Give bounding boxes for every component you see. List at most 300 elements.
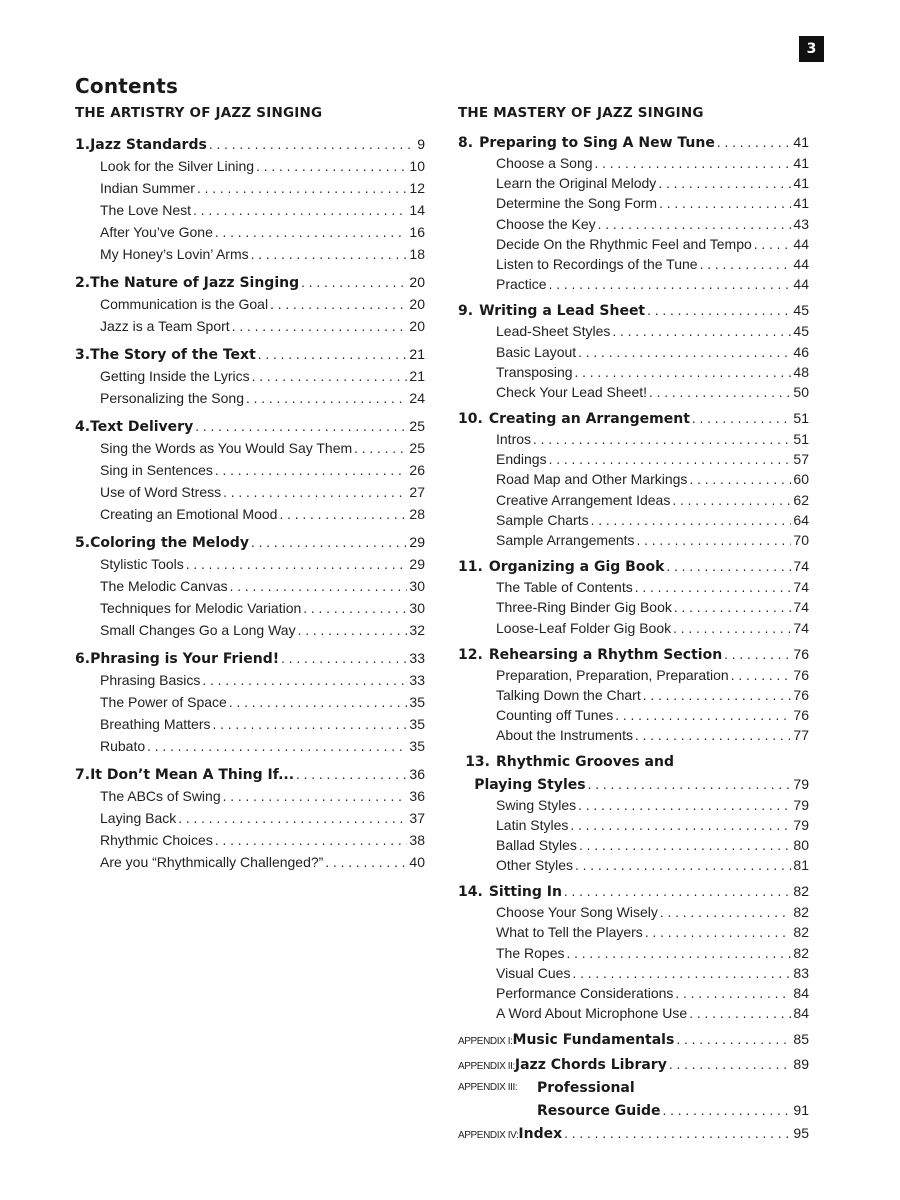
chapter-page-number: 20 (409, 274, 425, 290)
dot-leader (658, 174, 791, 194)
dot-leader (578, 796, 791, 816)
dot-leader (270, 294, 407, 316)
entry-title: Latin Styles (496, 816, 569, 833)
dot-leader (202, 670, 407, 692)
dot-leader (533, 430, 791, 450)
entry-page-number: 79 (793, 796, 809, 813)
chapter-number: 2. (75, 275, 91, 291)
chapter-entry (458, 751, 809, 876)
toc-entry[interactable] (75, 293, 425, 315)
dot-leader (229, 692, 408, 714)
toc-entry[interactable] (458, 685, 809, 705)
toc-entry[interactable] (458, 922, 809, 942)
entry-page-number: 76 (793, 666, 809, 683)
entry-title: Look for the Silver Lining (100, 158, 255, 174)
entry-title: A Word About Microphone Use (496, 1005, 688, 1022)
part-heading: THE ARTISTRY OF JAZZ SINGING (75, 105, 323, 121)
entry-title: Jazz is a Team Sport (100, 318, 230, 334)
chapter-page-number: 79 (793, 775, 809, 792)
entry-title: Talking Down the Chart (496, 686, 641, 703)
entry-page-number: 76 (793, 686, 809, 703)
dot-leader (213, 714, 408, 736)
toc-entry[interactable] (458, 362, 809, 382)
dot-leader (223, 482, 407, 504)
toc-entry[interactable] (458, 469, 809, 489)
dot-leader (246, 388, 407, 410)
chapter-number: 11. (458, 559, 483, 576)
entry-title: Stylistic Tools (100, 556, 184, 572)
dot-leader (303, 598, 407, 620)
entry-title: Transposing (496, 363, 573, 380)
dot-leader (195, 416, 407, 438)
dot-leader (673, 619, 791, 639)
entry-title: Rubato (100, 738, 146, 754)
entry-title: Swing Styles (496, 796, 577, 813)
appendix-page-number: 91 (793, 1102, 809, 1119)
dot-leader (700, 255, 792, 275)
dot-leader (186, 554, 408, 576)
chapter-entry (75, 763, 425, 873)
entry-page-number: 79 (793, 816, 809, 833)
toc-entry[interactable] (75, 619, 425, 641)
entry-title: Are you “Rhythmically Challenged?” (100, 854, 324, 870)
toc-entry[interactable] (75, 155, 425, 177)
chapter-page-number: 41 (793, 134, 809, 150)
entry-page-number: 35 (409, 694, 425, 710)
toc-entry[interactable] (75, 481, 425, 503)
dot-leader (689, 470, 791, 490)
dot-leader (325, 852, 407, 874)
chapter-entry (75, 531, 425, 641)
dot-leader (675, 984, 791, 1004)
chapter-heading[interactable] (75, 647, 425, 669)
entry-page-number: 40 (409, 854, 425, 870)
entry-title: Laying Back (100, 810, 177, 826)
chapter-heading[interactable] (75, 531, 425, 553)
toc-entry[interactable] (75, 459, 425, 481)
chapter-number: 6. (75, 651, 91, 667)
toc-entry[interactable] (75, 735, 425, 757)
entry-page-number: 37 (409, 810, 425, 826)
entry-page-number: 16 (409, 224, 425, 240)
toc-entry[interactable] (458, 577, 809, 597)
entry-page-number: 33 (409, 672, 425, 688)
toc-entry[interactable] (75, 575, 425, 597)
entry-title: Choose the Key (496, 215, 596, 232)
entry-page-number: 51 (793, 431, 809, 448)
entry-title: Performance Considerations (496, 985, 674, 1001)
entry-title: Road Map and Other Markings (496, 471, 688, 488)
entry-page-number: 84 (793, 985, 809, 1001)
chapter-title: Writing a Lead Sheet (479, 303, 646, 320)
dot-leader (549, 275, 792, 295)
appendix-title: Professional (537, 1080, 635, 1097)
entry-page-number: 29 (409, 556, 425, 572)
toc-entry[interactable] (458, 234, 809, 254)
chapter-heading[interactable] (75, 415, 425, 437)
toc-entry[interactable] (458, 855, 809, 875)
entry-page-number: 60 (793, 471, 809, 488)
dot-leader (637, 531, 792, 551)
entry-title: Practice (496, 276, 547, 293)
dot-leader (575, 856, 791, 876)
toc-column-artistry (75, 103, 425, 873)
entry-title: Sample Arrangements (496, 532, 635, 548)
chapter-page-number: 76 (793, 645, 809, 662)
toc-entry[interactable] (75, 177, 425, 199)
appendix-entry[interactable] (458, 1027, 809, 1052)
entry-title: Breathing Matters (100, 716, 211, 732)
toc-entry[interactable] (75, 387, 425, 409)
entry-title: Choose Your Song Wisely (496, 904, 658, 921)
chapter-heading[interactable] (458, 751, 809, 773)
toc-entry[interactable] (75, 829, 425, 851)
entry-title: The ABCs of Swing (100, 788, 221, 804)
toc-entry[interactable] (458, 382, 809, 402)
chapter-heading[interactable] (458, 299, 809, 321)
dot-leader (635, 578, 792, 598)
entry-title: Sing in Sentences (100, 462, 213, 478)
chapter-heading[interactable] (458, 407, 809, 429)
dot-leader (147, 736, 407, 758)
toc-entry[interactable] (75, 437, 425, 459)
toc-entry[interactable] (75, 713, 425, 735)
entry-title: Loose-Leaf Folder Gig Book (496, 619, 672, 636)
toc-entry[interactable] (75, 553, 425, 575)
toc-entry[interactable] (458, 490, 809, 510)
entry-page-number: 50 (793, 383, 809, 400)
dot-leader (251, 244, 408, 266)
entry-page-number: 62 (793, 491, 809, 508)
chapter-title: Creating an Arrangement (488, 411, 690, 428)
toc-entry[interactable] (458, 815, 809, 835)
entry-page-number: 48 (793, 363, 809, 380)
entry-title: Choose a Song (496, 155, 593, 171)
dot-leader (649, 383, 791, 403)
entry-page-number: 30 (409, 578, 425, 594)
chapter-number: 13. (465, 753, 490, 770)
toc-entry[interactable] (458, 795, 809, 815)
dot-leader (572, 964, 791, 984)
entry-page-number: 57 (793, 451, 809, 468)
dot-leader (193, 200, 407, 222)
entry-title: Techniques for Melodic Variation (100, 600, 302, 616)
toc-entry[interactable] (458, 835, 809, 855)
entry-title: The Ropes (496, 944, 565, 961)
dot-leader (566, 944, 791, 964)
entry-title: Getting Inside the Lyrics (100, 368, 250, 384)
chapter-entry (75, 271, 425, 337)
toc-entry[interactable] (75, 669, 425, 691)
entry-page-number: 44 (793, 235, 809, 252)
dot-leader (635, 726, 791, 746)
chapter-entry (75, 415, 425, 525)
dot-leader (549, 450, 792, 470)
entry-title: Personalizing the Song (100, 390, 244, 406)
chapter-number: 7. (75, 767, 91, 783)
chapter-entry (458, 643, 809, 746)
toc-entry[interactable] (75, 691, 425, 713)
dot-leader (575, 363, 792, 383)
dot-leader (645, 923, 792, 943)
dot-leader (659, 194, 791, 214)
chapter-title: Jazz Standards (90, 137, 207, 153)
dot-leader (666, 556, 791, 578)
toc-entry[interactable] (458, 429, 809, 449)
entry-page-number: 18 (409, 246, 425, 262)
dot-leader (215, 460, 408, 482)
toc-entry[interactable] (75, 365, 425, 387)
toc-entry[interactable] (458, 321, 809, 341)
entry-page-number: 74 (793, 619, 809, 636)
entry-page-number: 30 (409, 600, 425, 616)
chapter-page-number: 9 (417, 136, 425, 152)
entry-page-number: 77 (793, 727, 809, 744)
toc-entry[interactable] (75, 785, 425, 807)
appendix-heading (458, 1077, 809, 1099)
dot-leader (754, 235, 792, 255)
entry-title: Determine the Song Form (496, 195, 658, 212)
toc-entry[interactable] (458, 173, 809, 193)
appendix-title: Jazz Chords Library (514, 1057, 667, 1074)
chapter-heading[interactable] (75, 763, 425, 785)
entry-title: Check Your Lead Sheet! (496, 383, 648, 400)
entry-page-number: 41 (793, 155, 809, 171)
entry-title: What to Tell the Players (496, 924, 643, 941)
chapter-title: Playing Styles (474, 776, 586, 793)
chapter-entry (458, 299, 809, 402)
chapter-title: Text Delivery (90, 419, 194, 435)
chapter-number: 8. (458, 135, 474, 151)
entry-page-number: 74 (793, 599, 809, 616)
toc-entry[interactable] (458, 214, 809, 234)
dot-leader (612, 322, 791, 342)
entry-page-number: 21 (409, 368, 425, 384)
dot-leader (663, 1100, 792, 1122)
entry-title: The Power of Space (100, 694, 227, 710)
dot-leader (578, 343, 791, 363)
entry-title: Sing the Words as You Would Say Them (100, 440, 353, 456)
toc-entry[interactable] (458, 943, 809, 963)
toc-entry[interactable] (75, 503, 425, 525)
chapter-page-number: 51 (793, 410, 809, 427)
dot-leader (724, 644, 791, 666)
appendix-label: APPENDIX IV: (458, 1130, 519, 1142)
entry-page-number: 82 (793, 944, 809, 961)
dot-leader (251, 532, 407, 554)
dot-leader (676, 1028, 791, 1053)
dot-leader (672, 491, 791, 511)
chapter-number: 4. (75, 419, 91, 435)
entry-page-number: 41 (793, 175, 809, 192)
entry-title: Endings (496, 451, 547, 468)
toc-entry[interactable] (75, 199, 425, 221)
entry-page-number: 36 (409, 788, 425, 804)
entry-title: Decide On the Rhythmic Feel and Tempo (496, 235, 752, 252)
toc-entry[interactable] (458, 254, 809, 274)
chapter-page-number: 21 (409, 346, 425, 362)
dot-leader (256, 156, 407, 178)
appendix-page-number: 95 (793, 1125, 809, 1142)
toc-entry[interactable] (458, 705, 809, 725)
dot-leader (281, 648, 407, 670)
entry-title: After You’ve Gone (100, 224, 213, 240)
toc-entry[interactable] (75, 851, 425, 873)
toc-entry[interactable] (75, 221, 425, 243)
entry-page-number: 41 (793, 195, 809, 212)
toc-column-mastery (458, 103, 809, 1146)
entry-page-number: 38 (409, 832, 425, 848)
toc-entry[interactable] (458, 193, 809, 213)
entry-page-number: 44 (793, 276, 809, 293)
dot-leader (197, 178, 407, 200)
chapter-heading[interactable] (458, 880, 809, 902)
chapter-number: 1. (75, 137, 91, 153)
toc-entry[interactable] (75, 243, 425, 265)
dot-leader (223, 786, 408, 808)
entry-title: Learn the Original Melody (496, 175, 657, 192)
chapter-heading[interactable] (75, 271, 425, 293)
appendix-label: APPENDIX I: (458, 1036, 513, 1048)
entry-page-number: 70 (793, 532, 809, 548)
dot-leader (354, 438, 407, 460)
entry-page-number: 28 (409, 506, 425, 522)
entry-page-number: 82 (793, 924, 809, 941)
chapter-title: Coloring the Melody (90, 535, 249, 551)
entry-title: Lead-Sheet Styles (496, 323, 611, 340)
toc-entry[interactable] (458, 618, 809, 638)
appendix-heading-continued (458, 1099, 809, 1121)
toc-entry[interactable] (458, 1003, 809, 1023)
page-title: Contents (75, 74, 179, 98)
entry-page-number: 82 (793, 904, 809, 921)
chapter-title: Rehearsing a Rhythm Section (488, 646, 723, 663)
toc-entry[interactable] (458, 597, 809, 617)
appendix-entry[interactable] (458, 1052, 809, 1077)
toc-entry[interactable] (458, 725, 809, 745)
entry-title: About the Instruments (496, 727, 633, 744)
toc-entry[interactable] (458, 153, 809, 173)
chapter-heading-continued[interactable] (458, 773, 809, 795)
dot-leader (298, 620, 408, 642)
toc-entry[interactable] (458, 274, 809, 294)
dot-leader (595, 154, 792, 174)
dot-leader (643, 686, 792, 706)
entry-page-number: 81 (793, 857, 809, 874)
chapter-title: Organizing a Gig Book (488, 559, 665, 576)
appendix-label: APPENDIX III: (458, 1082, 518, 1094)
entry-page-number: 83 (793, 964, 809, 981)
chapter-heading[interactable] (458, 131, 809, 153)
entry-page-number: 43 (793, 215, 809, 232)
chapter-number: 9. (458, 303, 474, 320)
chapter-heading[interactable] (458, 643, 809, 665)
chapter-page-number: 74 (793, 558, 809, 575)
chapter-title: Sitting In (488, 884, 562, 901)
entry-title: Indian Summer (100, 180, 195, 196)
entry-page-number: 45 (793, 323, 809, 340)
entry-page-number: 76 (793, 707, 809, 724)
chapter-page-number: 36 (409, 766, 425, 782)
chapter-entry (458, 407, 809, 550)
toc-entry[interactable] (458, 530, 809, 550)
entry-title: Rhythmic Choices (100, 832, 213, 848)
appendix-label: APPENDIX II: (458, 1061, 515, 1073)
entry-title: The Melodic Canvas (100, 578, 228, 594)
chapter-entry (75, 133, 425, 265)
dot-leader (647, 300, 791, 322)
toc-entry[interactable] (75, 597, 425, 619)
appendix-entry[interactable] (458, 1077, 809, 1121)
entry-page-number: 74 (793, 579, 809, 596)
toc-entry[interactable] (458, 902, 809, 922)
toc-entry[interactable] (458, 963, 809, 983)
dot-leader (579, 836, 791, 856)
entry-page-number: 10 (409, 158, 425, 174)
chapter-heading[interactable] (458, 555, 809, 577)
entry-page-number: 84 (793, 1005, 809, 1022)
dot-leader (209, 134, 415, 156)
chapter-title: Rhythmic Grooves and (496, 753, 674, 770)
appendix-title: Resource Guide (537, 1103, 661, 1120)
toc-entry[interactable] (458, 510, 809, 530)
dot-leader (296, 764, 407, 786)
toc-entry[interactable] (458, 665, 809, 685)
appendix-list (458, 1027, 809, 1146)
entry-page-number: 24 (409, 390, 425, 406)
dot-leader (570, 816, 791, 836)
dot-leader (660, 903, 792, 923)
appendix-entry[interactable] (458, 1121, 809, 1146)
chapter-page-number: 29 (409, 534, 425, 550)
page-number-badge: 3 (799, 36, 824, 62)
entry-page-number: 44 (793, 255, 809, 272)
entry-title: The Table of Contents (496, 579, 633, 596)
chapter-entry (458, 555, 809, 638)
toc-entry[interactable] (458, 342, 809, 362)
entry-page-number: 20 (409, 318, 425, 334)
entry-title: Basic Layout (496, 343, 577, 360)
dot-leader (564, 881, 792, 903)
toc-entry[interactable] (75, 807, 425, 829)
entry-title: Counting off Tunes (496, 707, 614, 724)
toc-entry[interactable] (458, 983, 809, 1003)
toc-entry[interactable] (75, 315, 425, 337)
toc-entry[interactable] (458, 449, 809, 469)
chapter-number: 5. (75, 535, 91, 551)
chapter-heading[interactable] (75, 133, 425, 155)
chapter-heading[interactable] (75, 343, 425, 365)
entry-title: Visual Cues (496, 964, 571, 981)
dot-leader (615, 706, 791, 726)
appendix-title: Music Fundamentals (512, 1032, 675, 1049)
entry-page-number: 26 (409, 462, 425, 478)
entry-title: The Love Nest (100, 202, 192, 218)
entry-page-number: 35 (409, 716, 425, 732)
entry-title: Use of Word Stress (100, 484, 222, 500)
entry-title: Three-Ring Binder Gig Book (496, 599, 672, 616)
entry-title: Listen to Recordings of the Tune (496, 255, 698, 272)
dot-leader (215, 222, 408, 244)
dot-leader (717, 132, 792, 154)
entry-title: Creative Arrangement Ideas (496, 491, 671, 508)
dot-leader (588, 774, 792, 796)
dot-leader (232, 316, 408, 338)
entry-title: Communication is the Goal (100, 296, 269, 312)
chapter-entry (458, 131, 809, 294)
dot-leader (215, 830, 408, 852)
entry-title: Creating an Emotional Mood (100, 506, 278, 522)
